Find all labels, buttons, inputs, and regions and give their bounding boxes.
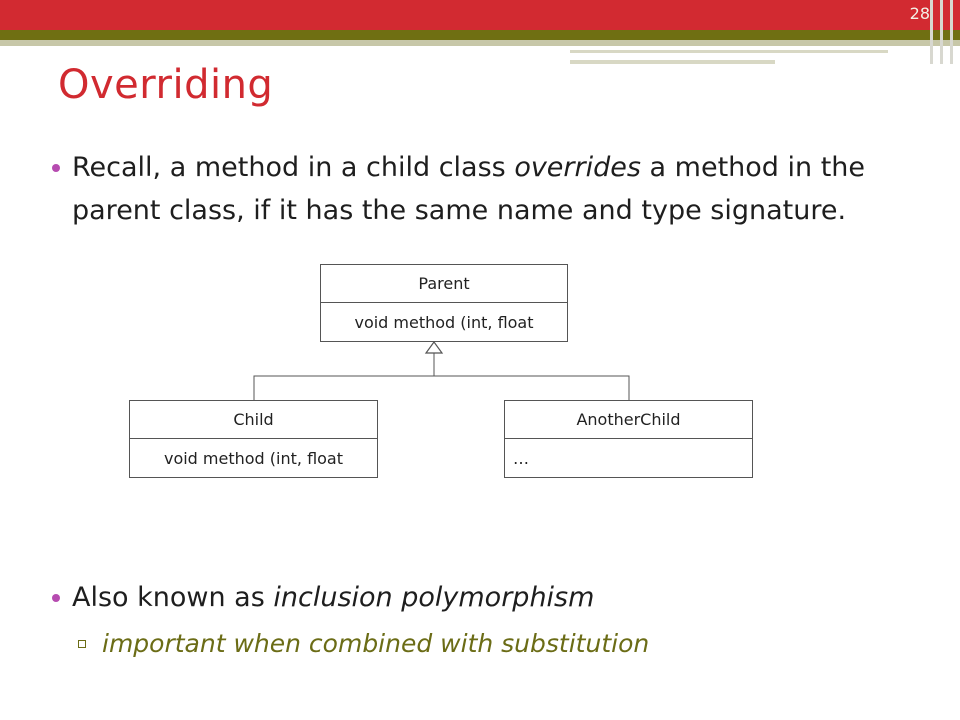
slide-title: Overriding bbox=[58, 62, 274, 108]
uml-class-anotherchild bbox=[504, 400, 753, 478]
bullet-text: Also known as bbox=[72, 582, 274, 613]
bullet-emphasis: overrides bbox=[514, 152, 641, 183]
slide-number: 28 bbox=[909, 4, 930, 23]
uml-class-method: void method (int, float bbox=[163, 448, 344, 468]
uml-class-parent bbox=[320, 264, 568, 342]
uml-class-name: Child bbox=[130, 401, 377, 439]
uml-class-method: … bbox=[513, 448, 529, 468]
inheritance-line bbox=[254, 376, 629, 400]
bullet-text: Recall, a method in a child class bbox=[72, 152, 515, 183]
uml-class-child bbox=[129, 400, 378, 478]
uml-class-method: void method (int, float bbox=[354, 312, 534, 332]
uml-class-name: AnotherChild bbox=[505, 401, 752, 439]
bullet-emphasis: inclusion polymorphism bbox=[273, 582, 595, 613]
sub-bullet-item: important when combined with substitution bbox=[78, 622, 649, 665]
bullet-list bbox=[52, 576, 902, 619]
inheritance-arrow-icon bbox=[426, 342, 442, 353]
bullet-item bbox=[52, 576, 902, 619]
bullet-text: a method in the parent class, if it has the same name and type signature. bbox=[72, 152, 866, 226]
uml-class-name: Parent bbox=[321, 265, 567, 303]
